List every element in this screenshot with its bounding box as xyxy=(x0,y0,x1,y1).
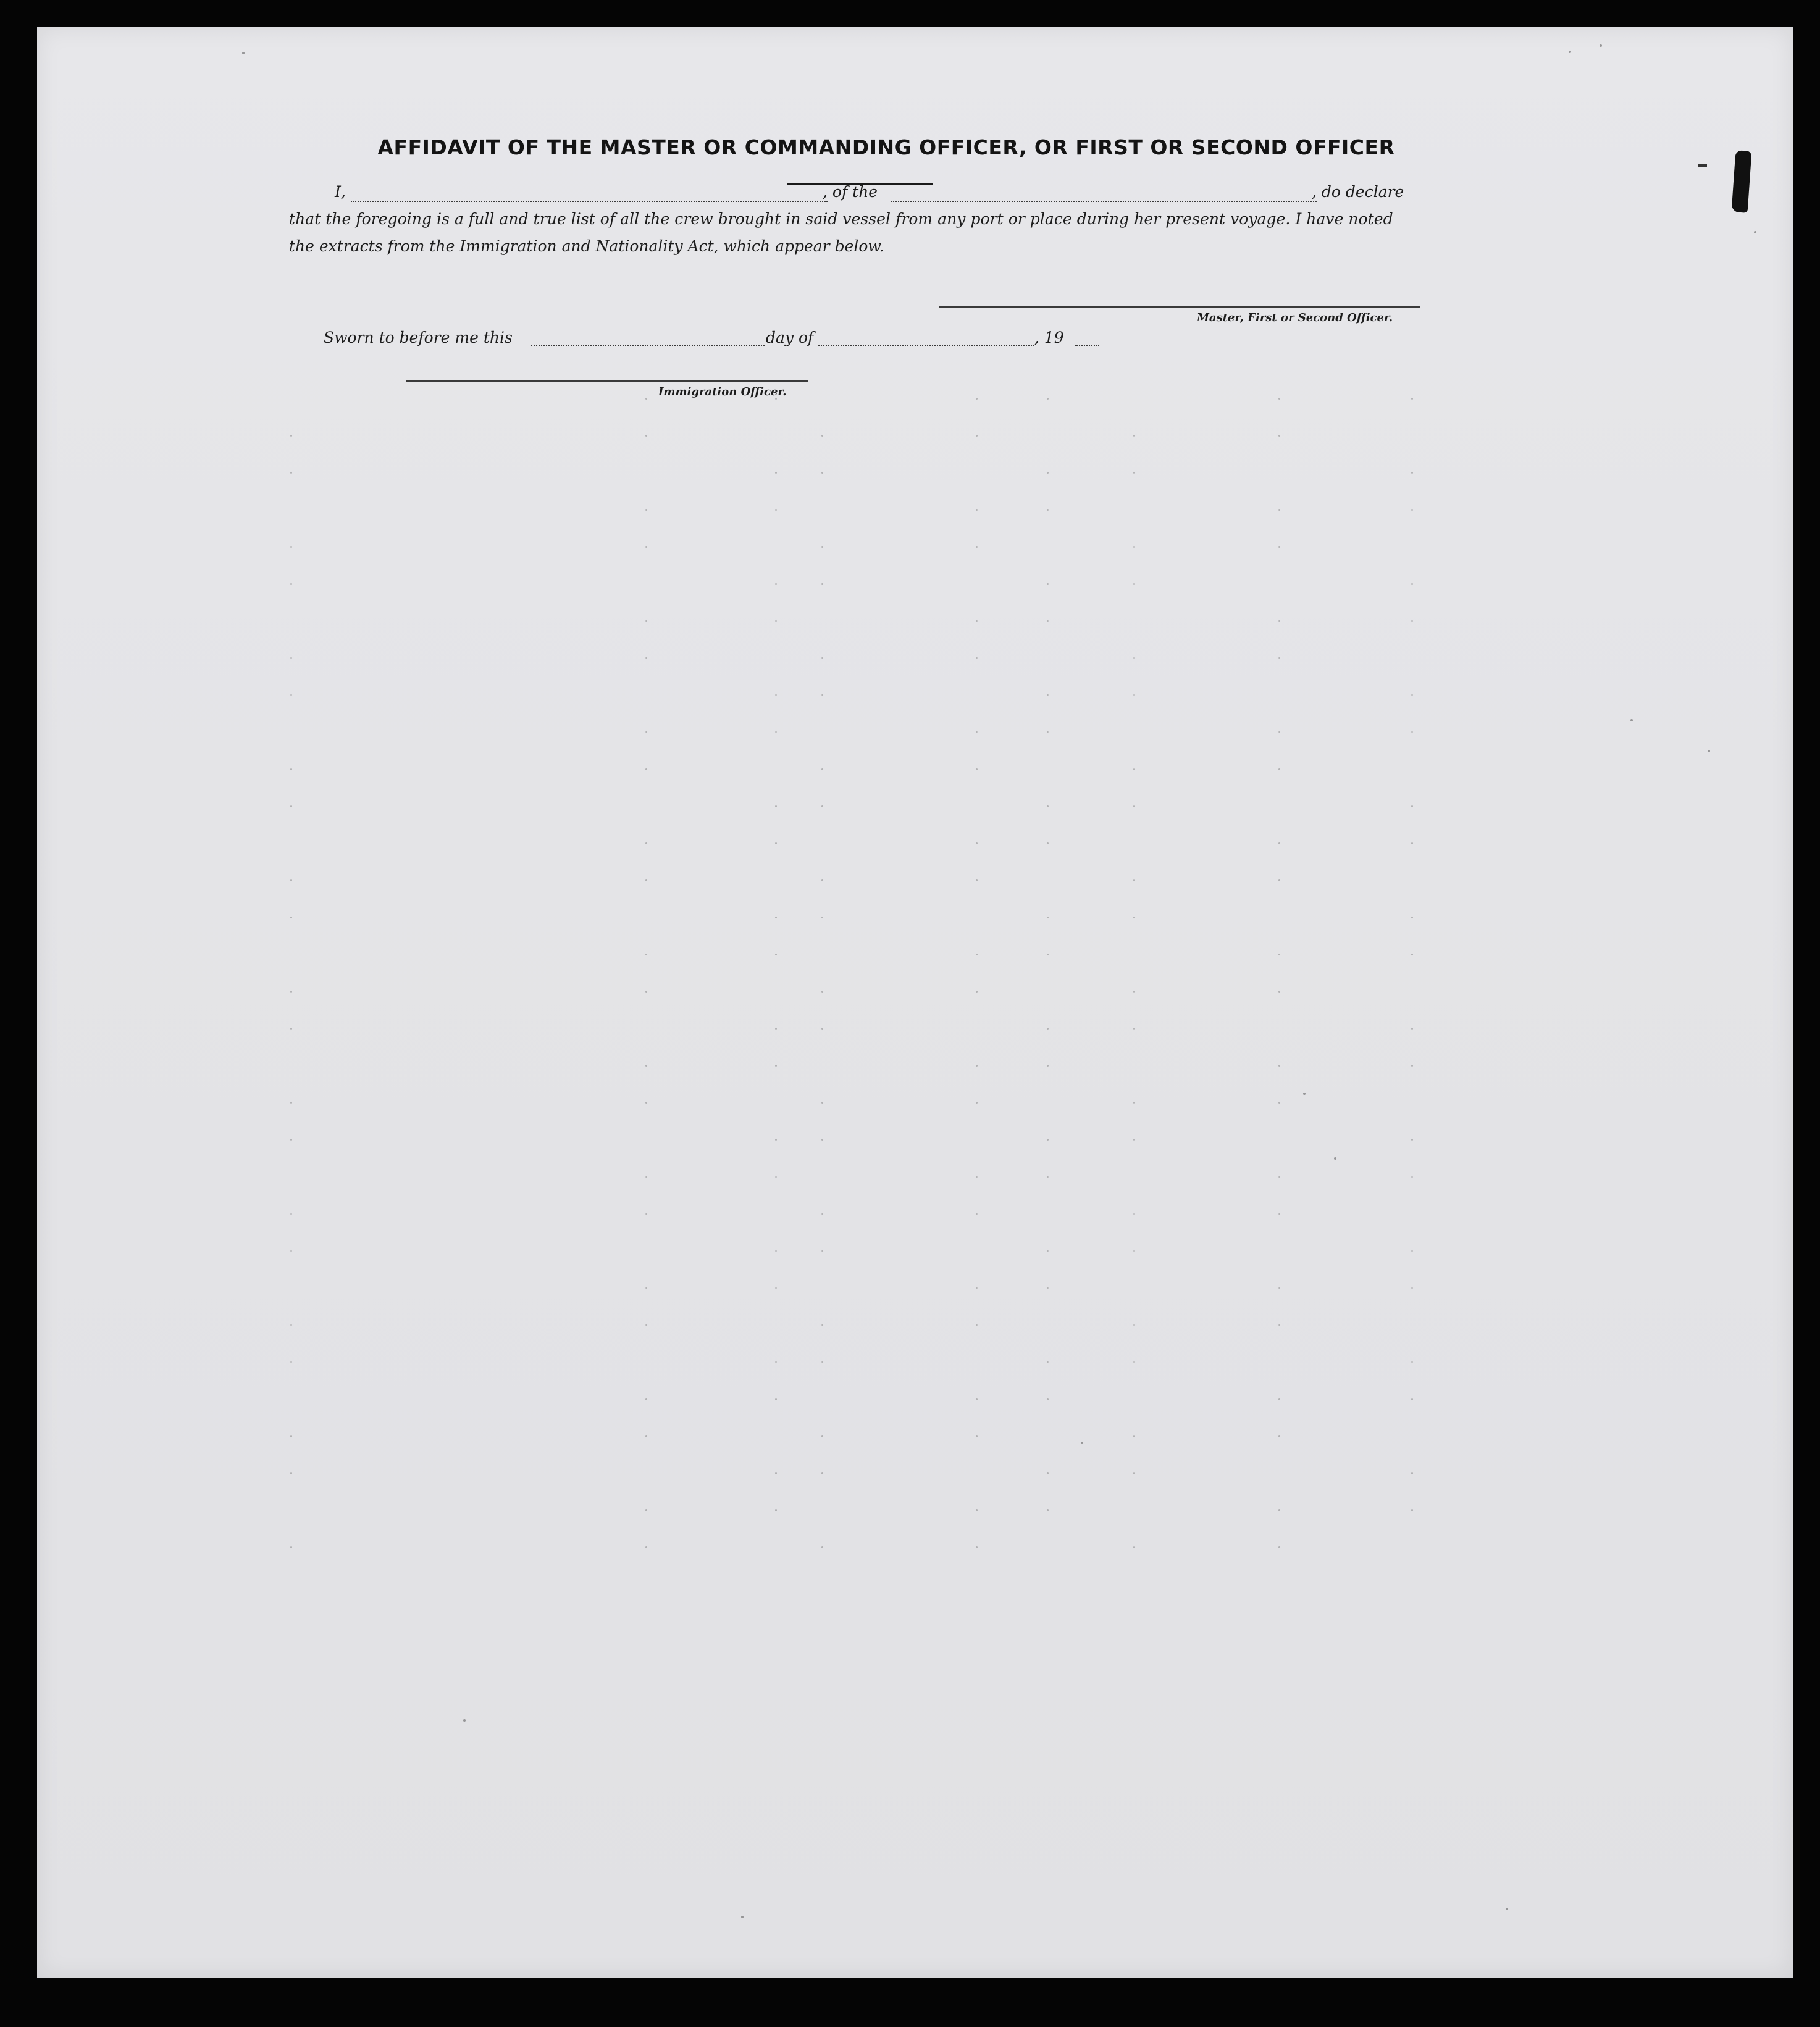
column-dot xyxy=(645,620,647,622)
column-dot xyxy=(1411,583,1413,585)
column-dot xyxy=(1047,509,1049,511)
dust-speck xyxy=(463,1719,466,1722)
column-dot xyxy=(1411,1250,1413,1252)
column-dot xyxy=(1411,472,1413,474)
column-dot xyxy=(1278,954,1280,955)
column-dot xyxy=(1133,694,1135,696)
column-dot xyxy=(1047,1028,1049,1030)
affidavit-title: AFFIDAVIT OF THE MASTER OR COMMANDING OFFICER, OR FIRST OR SECOND OFFICER xyxy=(377,135,1395,159)
column-dot xyxy=(1047,1065,1049,1067)
column-dot xyxy=(1133,435,1135,437)
column-dot xyxy=(775,1361,777,1363)
column-dot xyxy=(290,1435,292,1437)
column-dot xyxy=(775,731,777,733)
column-dot xyxy=(1133,1028,1135,1030)
column-dot xyxy=(645,991,647,993)
master-signature-line[interactable] xyxy=(939,306,1420,308)
column-dot xyxy=(1047,1509,1049,1511)
column-dot xyxy=(821,1213,823,1215)
column-dot xyxy=(821,583,823,585)
ink-mark xyxy=(1698,164,1707,167)
column-dot xyxy=(1278,620,1280,622)
column-dot xyxy=(290,805,292,807)
column-dot xyxy=(821,657,823,659)
column-dot xyxy=(775,842,777,844)
column-dot xyxy=(290,1361,292,1363)
column-dot xyxy=(976,1213,978,1215)
column-dot xyxy=(290,768,292,770)
column-dot xyxy=(821,805,823,807)
column-dot xyxy=(290,1028,292,1030)
column-dot xyxy=(775,1028,777,1030)
column-dot xyxy=(1133,917,1135,918)
column-dot xyxy=(821,1546,823,1548)
column-dot xyxy=(821,1028,823,1030)
column-dot xyxy=(1411,1509,1413,1511)
dust-speck xyxy=(1754,231,1756,233)
column-dot xyxy=(821,1250,823,1252)
column-dot xyxy=(1278,1213,1280,1215)
column-dot xyxy=(1133,768,1135,770)
column-dot xyxy=(645,398,647,400)
column-dot xyxy=(645,768,647,770)
column-dot xyxy=(1047,1398,1049,1400)
column-dot xyxy=(290,879,292,881)
column-dot xyxy=(290,657,292,659)
column-dot xyxy=(645,879,647,881)
declaration-line-2: that the foregoing is a full and true list of all the crew brought in said vessel from any port or place during her present voyage. I have noted xyxy=(289,210,1393,228)
dust-speck xyxy=(242,52,245,54)
dust-speck xyxy=(1081,1442,1083,1444)
column-dot xyxy=(1278,509,1280,511)
column-dot xyxy=(976,546,978,548)
column-dot xyxy=(1133,1361,1135,1363)
column-dot xyxy=(821,1139,823,1141)
column-dot xyxy=(1133,805,1135,807)
column-dot xyxy=(1411,694,1413,696)
column-dot xyxy=(1411,509,1413,511)
column-dot xyxy=(1278,546,1280,548)
column-dot xyxy=(1278,842,1280,844)
column-dot xyxy=(290,1213,292,1215)
column-dot xyxy=(290,583,292,585)
column-dot xyxy=(775,1398,777,1400)
column-dot xyxy=(645,1435,647,1437)
column-dot xyxy=(1047,620,1049,622)
column-dot xyxy=(1133,1250,1135,1252)
column-dot xyxy=(1133,1435,1135,1437)
column-dot xyxy=(821,991,823,993)
column-dot xyxy=(775,620,777,622)
column-dot xyxy=(290,1546,292,1548)
officer-signature-line[interactable] xyxy=(406,380,808,382)
column-dot xyxy=(976,731,978,733)
column-dot xyxy=(821,879,823,881)
column-dot xyxy=(1411,805,1413,807)
column-dot xyxy=(1133,1213,1135,1215)
column-dot xyxy=(775,805,777,807)
column-dot xyxy=(775,1250,777,1252)
column-dot xyxy=(1278,1509,1280,1511)
column-dot xyxy=(976,509,978,511)
column-dot xyxy=(1278,1324,1280,1326)
column-dot xyxy=(775,1287,777,1289)
column-dot xyxy=(1047,1361,1049,1363)
column-dot xyxy=(1411,842,1413,844)
column-dot xyxy=(976,435,978,437)
column-dot xyxy=(1411,1472,1413,1474)
column-dot xyxy=(976,1176,978,1178)
dust-speck xyxy=(1708,750,1710,752)
column-dot xyxy=(1047,398,1049,400)
column-dot xyxy=(821,1324,823,1326)
column-dot xyxy=(1047,917,1049,918)
column-dot xyxy=(1047,694,1049,696)
column-dot xyxy=(775,472,777,474)
column-dot xyxy=(821,917,823,918)
column-dot xyxy=(1278,879,1280,881)
column-dot xyxy=(645,1287,647,1289)
declare-label: , do declare xyxy=(1312,183,1404,201)
column-dot xyxy=(290,694,292,696)
column-dot xyxy=(976,879,978,881)
column-dot xyxy=(1133,1139,1135,1141)
column-dot xyxy=(1047,842,1049,844)
column-dot xyxy=(821,1102,823,1104)
column-dot xyxy=(976,1398,978,1400)
column-dot xyxy=(1133,991,1135,993)
column-dot xyxy=(290,435,292,437)
column-dot xyxy=(1047,954,1049,955)
column-dot xyxy=(976,1102,978,1104)
column-dot xyxy=(976,991,978,993)
sworn-year-blank[interactable] xyxy=(1075,345,1099,346)
column-dot xyxy=(1278,991,1280,993)
column-dot xyxy=(290,472,292,474)
sworn-month-blank[interactable] xyxy=(818,345,1034,346)
day-of-label: day of xyxy=(766,329,814,346)
column-dot xyxy=(821,1361,823,1363)
declarant-prefix: I, xyxy=(335,183,346,201)
column-dot xyxy=(1411,398,1413,400)
column-dot xyxy=(976,1509,978,1511)
column-dot xyxy=(821,472,823,474)
column-dot xyxy=(1411,917,1413,918)
column-dot xyxy=(1278,731,1280,733)
column-dot xyxy=(1411,1287,1413,1289)
column-dot xyxy=(976,768,978,770)
column-dot xyxy=(1133,583,1135,585)
affidavit-heading xyxy=(358,135,1414,159)
column-dot xyxy=(1278,1287,1280,1289)
column-dot xyxy=(1411,620,1413,622)
column-dot xyxy=(976,954,978,955)
ink-blot xyxy=(1732,150,1752,213)
declarant-name-blank[interactable] xyxy=(351,201,828,202)
column-dot xyxy=(1411,1139,1413,1141)
column-dot xyxy=(1047,1287,1049,1289)
column-dot xyxy=(645,1065,647,1067)
vessel-name-blank[interactable] xyxy=(891,201,1317,202)
column-dot xyxy=(645,1213,647,1215)
of-the-label: , of the xyxy=(823,183,878,201)
column-dot xyxy=(290,1102,292,1104)
column-dot xyxy=(1278,1176,1280,1178)
column-dot xyxy=(1133,1102,1135,1104)
dust-speck xyxy=(1334,1157,1336,1160)
column-dot xyxy=(645,1398,647,1400)
column-dot xyxy=(1133,879,1135,881)
column-dot xyxy=(821,435,823,437)
dust-speck xyxy=(1303,1093,1306,1095)
column-dot xyxy=(775,1472,777,1474)
column-dot xyxy=(821,1472,823,1474)
column-dot xyxy=(976,1435,978,1437)
dust-speck xyxy=(741,1916,744,1918)
column-dot xyxy=(821,694,823,696)
dust-speck xyxy=(1506,1908,1508,1910)
sworn-label: Sworn to before me this xyxy=(324,329,513,346)
column-dot xyxy=(821,546,823,548)
column-dot xyxy=(1047,805,1049,807)
column-dot xyxy=(1133,1472,1135,1474)
column-dot xyxy=(1411,1176,1413,1178)
column-dot xyxy=(645,657,647,659)
column-dot xyxy=(1278,657,1280,659)
column-dot xyxy=(775,1176,777,1178)
column-dot xyxy=(1278,1546,1280,1548)
column-dot xyxy=(821,768,823,770)
column-dot xyxy=(645,731,647,733)
column-dot xyxy=(976,842,978,844)
column-dot xyxy=(290,1324,292,1326)
column-dot xyxy=(290,1472,292,1474)
column-dot xyxy=(1133,657,1135,659)
dust-speck xyxy=(1630,719,1633,721)
column-dot xyxy=(645,435,647,437)
column-dot xyxy=(1411,1398,1413,1400)
column-dot xyxy=(1133,1324,1135,1326)
column-dot xyxy=(1411,1028,1413,1030)
column-dot xyxy=(1411,731,1413,733)
column-dot xyxy=(1278,398,1280,400)
column-dot xyxy=(1411,1065,1413,1067)
column-dot xyxy=(1133,546,1135,548)
column-dot xyxy=(1411,1361,1413,1363)
column-dot xyxy=(1411,954,1413,955)
column-dot xyxy=(1047,583,1049,585)
column-dot xyxy=(1278,1398,1280,1400)
column-dot xyxy=(775,954,777,955)
column-dot xyxy=(1047,1472,1049,1474)
dust-speck xyxy=(1569,51,1571,53)
dust-speck xyxy=(1600,44,1602,47)
column-dot xyxy=(645,1546,647,1548)
column-dot xyxy=(1278,1065,1280,1067)
column-dot xyxy=(1278,435,1280,437)
document-sheet xyxy=(37,27,1793,1978)
column-dot xyxy=(821,1435,823,1437)
column-dot xyxy=(645,1176,647,1178)
column-dot xyxy=(290,546,292,548)
column-dot xyxy=(1133,472,1135,474)
column-dot xyxy=(1047,1139,1049,1141)
column-dot xyxy=(775,509,777,511)
column-dot xyxy=(976,1065,978,1067)
column-dot xyxy=(645,954,647,955)
column-dot xyxy=(1047,472,1049,474)
column-dot xyxy=(645,1509,647,1511)
column-dot xyxy=(645,509,647,511)
year-prefix: , 19 xyxy=(1034,329,1064,346)
master-signature-caption: Master, First or Second Officer. xyxy=(1197,311,1393,324)
column-dot xyxy=(1047,1250,1049,1252)
column-dot xyxy=(1133,1546,1135,1548)
column-dot xyxy=(775,1065,777,1067)
column-dot xyxy=(775,1509,777,1511)
column-dot xyxy=(645,842,647,844)
column-dot xyxy=(775,694,777,696)
column-dot xyxy=(976,1546,978,1548)
declaration-line-3: the extracts from the Immigration and Nationality Act, which appear below. xyxy=(289,237,884,255)
column-dot xyxy=(290,917,292,918)
sworn-day-blank[interactable] xyxy=(531,345,765,346)
column-dot xyxy=(1278,1102,1280,1104)
column-dot xyxy=(775,917,777,918)
column-dot xyxy=(290,1250,292,1252)
column-dot xyxy=(976,657,978,659)
column-dot xyxy=(1047,731,1049,733)
column-dot xyxy=(976,1287,978,1289)
column-dot xyxy=(775,583,777,585)
column-dot xyxy=(645,546,647,548)
column-dot xyxy=(775,1139,777,1141)
column-dot xyxy=(290,1139,292,1141)
column-dot xyxy=(645,1324,647,1326)
column-dot xyxy=(976,398,978,400)
column-dot xyxy=(976,1324,978,1326)
column-dot xyxy=(976,620,978,622)
column-dot xyxy=(1278,768,1280,770)
column-dot xyxy=(775,398,777,400)
column-dot xyxy=(290,991,292,993)
column-dot xyxy=(1047,1176,1049,1178)
officer-signature-caption: Immigration Officer. xyxy=(658,385,787,398)
column-dot xyxy=(645,1102,647,1104)
column-dot xyxy=(1278,1435,1280,1437)
